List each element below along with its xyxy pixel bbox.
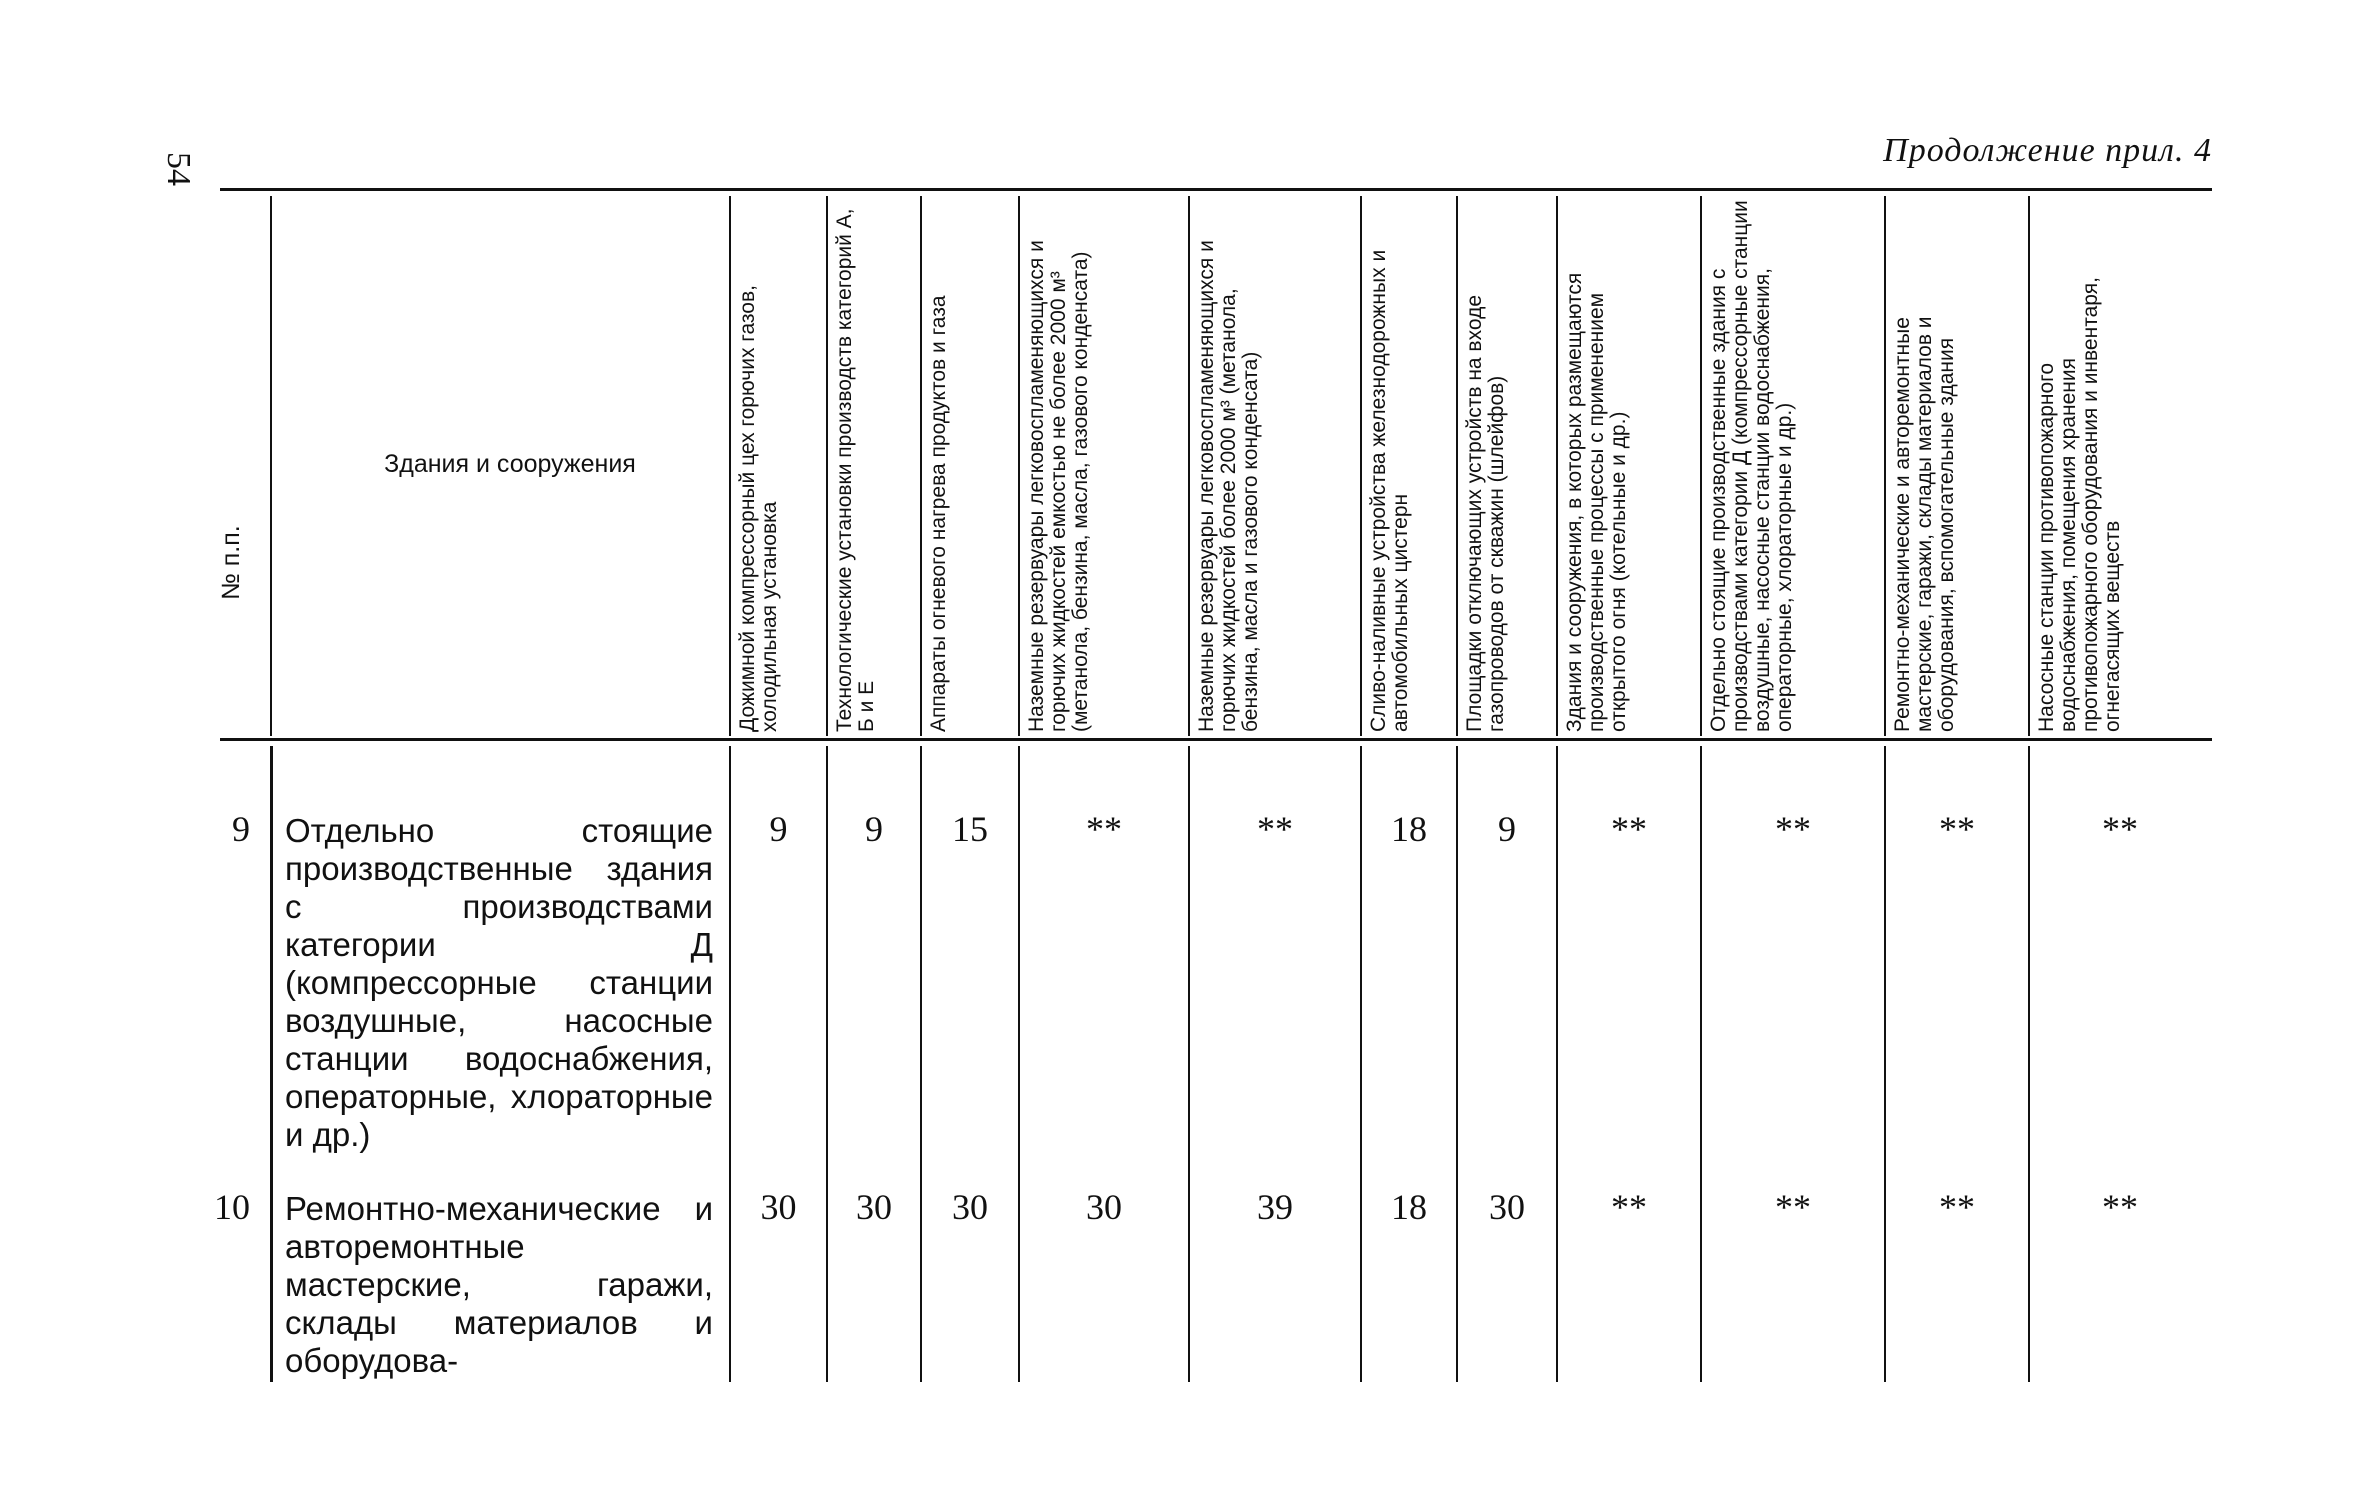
cell-value: ** <box>2102 809 2138 849</box>
cell-value: 9 <box>865 809 883 849</box>
header-number: № п.п. <box>217 525 245 600</box>
cell-value: 30 <box>952 1187 988 1227</box>
header-col-9: Отдельно стоящие производственные здания с производствами категории Д (компрессорные станции воздушные, насосные станции водоснабжения, операторные, хлораторные и др.) <box>1707 200 1796 732</box>
header-col-6: Сливо-наливные устройства железнодорожных и автомобильных цистерн <box>1367 249 1412 732</box>
header-col-2: Технологические установки производств категорий А, Б и Е <box>833 208 878 732</box>
cell-value: 9 <box>769 809 788 849</box>
header-buildings: Здания и сооружения <box>384 450 636 478</box>
cell-value: 18 <box>1391 809 1427 849</box>
cell-value: ** <box>1775 809 1811 849</box>
cell-value: ** <box>2102 1187 2138 1227</box>
header-bottom-rule <box>220 738 2212 741</box>
continuation-label: Продолжение прил. 4 <box>1883 132 2212 169</box>
cell-value: ** <box>1939 809 1975 849</box>
cell-value: 15 <box>952 809 988 849</box>
header-col-3: Аппараты огневого нагрева продуктов и газа <box>927 295 950 732</box>
header-col-1: Дожимной компрессорный цех горючих газов, холодильная установка <box>736 285 781 732</box>
row-number: 9 <box>232 809 250 849</box>
cell-value: 30 <box>1489 1187 1525 1227</box>
header-col-7: Площадки отключающих устройств на входе газопроводов от скважин (шлейфов) <box>1463 294 1508 732</box>
cell-value: ** <box>1257 809 1293 849</box>
header-col-10: Ремонтно-механические и авторемонтные мастерские, гаражи, склады материалов и оборудования, вспомогательные здания <box>1891 316 1958 732</box>
header-col-11: Насосные станции противопожарного водоснабжения, помещения хранения противопожарного оборудования и инвентаря, огнегасящих веществ <box>2035 277 2124 732</box>
row-description: Ремонтно-механические и авторемонтные мастерские, гаражи, склады материалов и оборудова- <box>285 1190 713 1379</box>
header-col-8: Здания и сооружения, в которых размещаются производственные процессы с применением открытого огня (котельные и др.) <box>1563 272 1630 732</box>
table-top-rule <box>220 188 2212 191</box>
cell-value: ** <box>1086 809 1122 849</box>
row-description: Отдельно стоящие производственные здания с производствами категории Д (компрессорные станции воздушные, насосные станции водоснабжения, операторные, хлораторные и др.) <box>285 812 713 1153</box>
header-col-5: Наземные резервуары легковоспламеняющихся и горючих жидкостей более 2000 м³ (метанола, бензина, масла и газового конденсата) <box>1195 240 1262 732</box>
page-number: 54 <box>160 152 197 186</box>
cell-value: 18 <box>1391 1187 1427 1227</box>
cell-value: ** <box>1611 1187 1647 1227</box>
cell-value: ** <box>1775 1187 1811 1227</box>
cell-value: 30 <box>1086 1187 1122 1227</box>
cell-value: 39 <box>1257 1187 1293 1227</box>
row-number: 10 <box>214 1187 250 1227</box>
cell-value: ** <box>1939 1187 1975 1227</box>
header-col-4: Наземные резервуары легковоспламеняющихся и горючих жидкостей емкостью не более 2000 м³ (метанола, бензина, масла, газового конденсата) <box>1025 240 1092 732</box>
cell-value: 30 <box>760 1187 797 1227</box>
cell-value: 9 <box>1498 809 1516 849</box>
cell-value: 30 <box>856 1187 892 1227</box>
cell-value: ** <box>1611 809 1647 849</box>
